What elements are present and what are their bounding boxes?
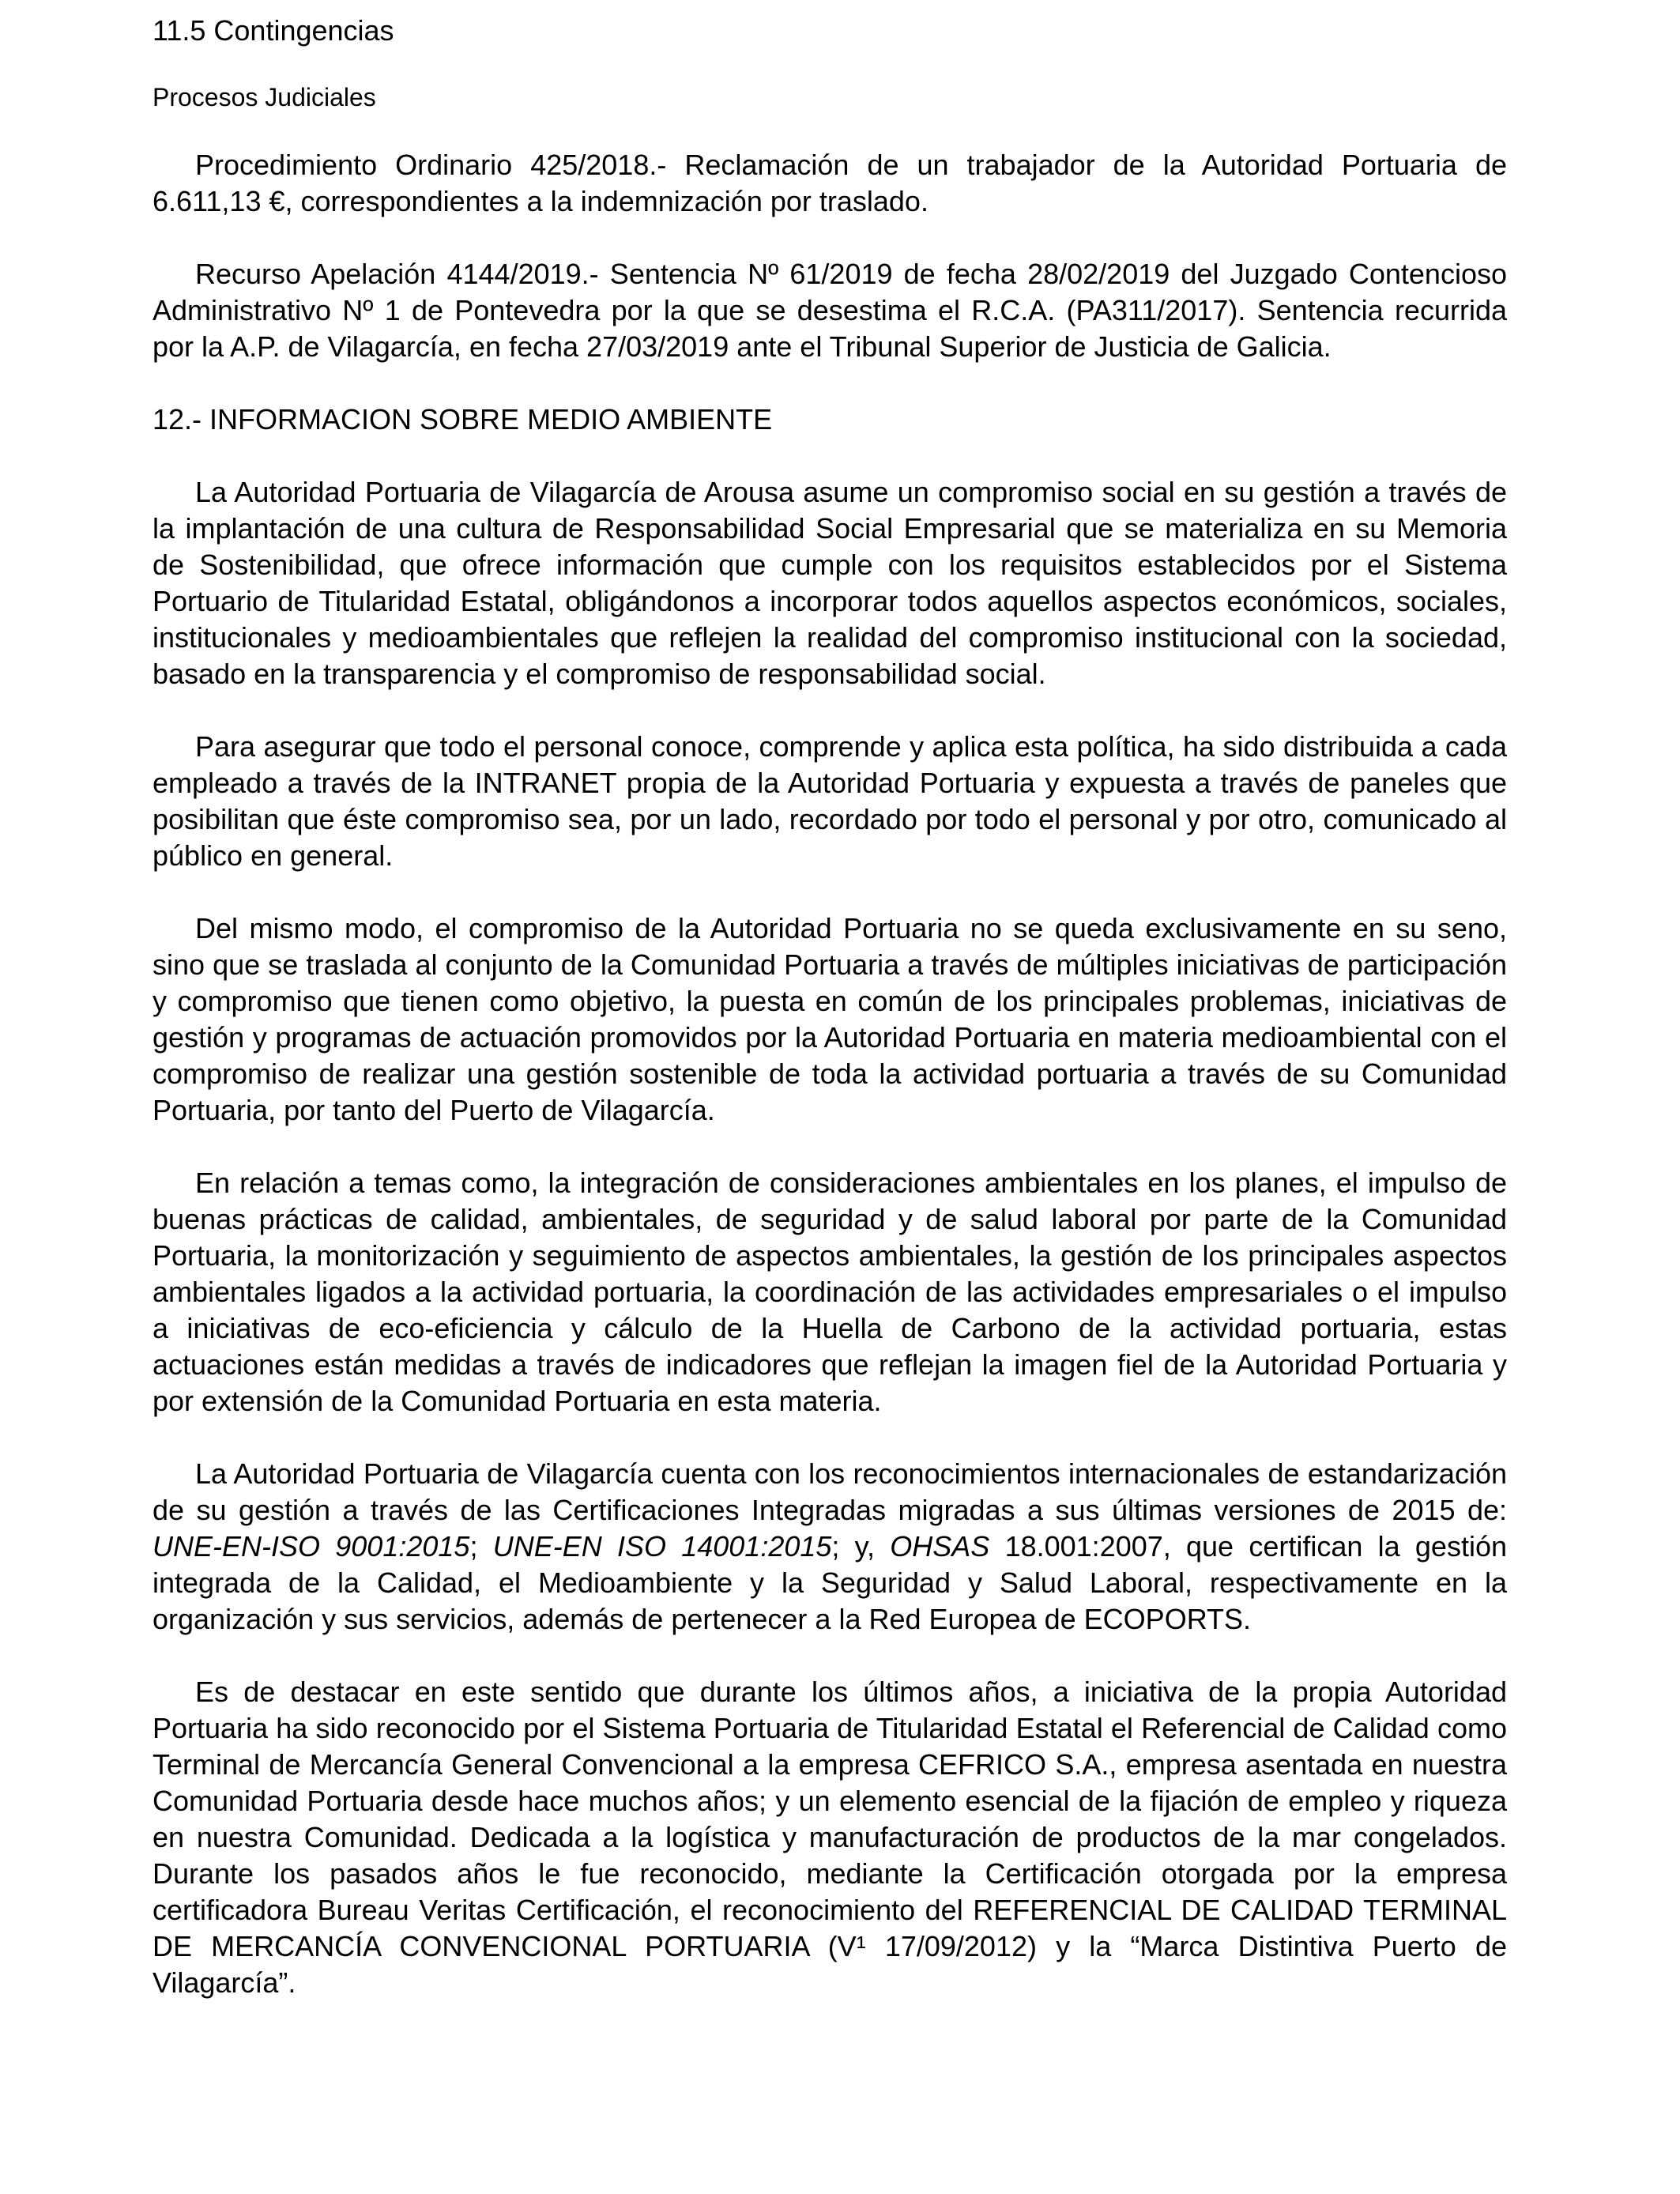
paragraph-intranet: Para asegurar que todo el personal conoce, comprende y aplica esta política, ha sido distribuida a cada empleado a través de la INTRANET propia de la Autoridad Portuaria y expuesta a través de paneles que posibilitan que éste compromiso sea, por un lado, recordado por todo el personal y por otro, comunicado al público en general. — [153, 730, 1507, 872]
paragraph-procedimiento-ordinario: Procedimiento Ordinario 425/2018.- Reclamación de un trabajador de la Autoridad Portuaria de 6.611,13 €, correspondientes a la indemnización por traslado. — [153, 149, 1507, 217]
subheading-procesos-judiciales: Procesos Judiciales — [153, 83, 376, 111]
ohsas-reference: OHSAS — [890, 1530, 990, 1563]
section-heading: 11.5 Contingencias — [153, 14, 394, 47]
paragraph-compromiso-social: La Autoridad Portuaria de Vilagarcía de Arousa asume un compromiso social en su gestión a través de la implantación de una cultura de Responsabilidad Social Empresarial que se materializa en su Memoria de Sostenibilidad, que ofrece información que cumple con los requisitos establecidos por el Sistema Portuario de Titularidad Estatal, obligándonos a incorporar todos aquellos aspectos económicos, sociales, institucionales y medioambientales que reflejen la realidad del compromiso institucional con la sociedad, basado en la transparencia y el compromiso de responsabilidad social. — [153, 476, 1507, 690]
paragraph-certificaciones — [153, 1456, 1507, 1638]
paragraph-cefrico: Es de destacar en este sentido que durante los últimos años, a iniciativa de la propia Autoridad Portuaria ha sido reconocido por el Sistema Portuaria de Titularidad Estatal el Referencial de Calidad como Terminal de Mercancía General Convencional a la empresa CEFRICO S.A., empresa asentada en nuestra Comunidad Portuaria desde hace muchos años; y un elemento esencial de la fijación de empleo y riqueza en nuestra Comunidad. Dedicada a la logística y manufacturación de productos de la mar congelados. Durante los pasados años le fue reconocido, mediante la Certificación otorgada por la empresa certificadora Bureau Veritas Certificación, el reconocimiento del REFERENCIAL DE CALIDAD TERMINAL DE MERCANCÍA CONVENCIONAL PORTUARIA (V¹ 17/09/2012) y la “Marca Distintiva Puerto de Vilagarcía”. — [153, 1676, 1507, 1999]
section12-heading: 12.- INFORMACION SOBRE MEDIO AMBIENTE — [153, 403, 773, 435]
certificaciones-text-before: La Autoridad Portuaria de Vilagarcía cuenta con los reconocimientos internacionales de estandarización de su gestión a través de las Certificaciones Integradas migradas a sus últimas versiones de 2015 de: — [153, 1457, 1507, 1526]
certificaciones-separator-2: ; y, — [831, 1530, 891, 1563]
iso-9001-reference: UNE-EN-ISO 9001:2015 — [153, 1530, 470, 1563]
paragraph-recurso-apelacion: Recurso Apelación 4144/2019.- Sentencia Nº 61/2019 de fecha 28/02/2019 del Juzgado Contencioso Administrativo Nº 1 de Pontevedra por la que se desestima el R.C.A. (PA311/2017). Sentencia recurrida por la A.P. de Vilagarcía, en fecha 27/03/2019 ante el Tribunal Superior de Justicia de Galicia. — [153, 258, 1507, 363]
iso-14001-reference: UNE-EN ISO 14001:2015 — [492, 1530, 832, 1563]
paragraph-consideraciones-ambientales: En relación a temas como, la integración de consideraciones ambientales en los planes, el impulso de buenas prácticas de calidad, ambientales, de seguridad y de salud laboral por parte de la Comunidad Portuaria, la monitorización y seguimiento de aspectos ambientales, la gestión de los principales aspectos ambientales ligados a la actividad portuaria, la coordinación de las actividades empresariales o el impulso a iniciativas de eco-eficiencia y cálculo de la Huella de Carbono de la actividad portuaria, estas actuaciones están medidas a través de indicadores que reflejan la imagen fiel de la Autoridad Portuaria y por extensión de la Comunidad Portuaria en esta materia. — [153, 1167, 1507, 1417]
paragraph-comunidad-portuaria: Del mismo modo, el compromiso de la Autoridad Portuaria no se queda exclusivamente en su seno, sino que se traslada al conjunto de la Comunidad Portuaria a través de múltiples iniciativas de participación y compromiso que tienen como objetivo, la puesta en común de los principales problemas, iniciativas de gestión y programas de actuación promovidos por la Autoridad Portuaria en materia medioambiental con el compromiso de realizar una gestión sostenible de toda la actividad portuaria a través de su Comunidad Portuaria, por tanto del Puerto de Vilagarcía. — [153, 912, 1507, 1126]
certificaciones-text-after: 18.001:2007, que certifican la gestión integrada de la Calidad, el Medioambiente y la Seguridad y Salud Laboral, respectivamente en la organización y sus servicios, además de pertenecer a la Red Europea de ECOPORTS. — [153, 1530, 1507, 1635]
certificaciones-separator-1: ; — [469, 1530, 493, 1563]
document-page — [153, 0, 1507, 2001]
